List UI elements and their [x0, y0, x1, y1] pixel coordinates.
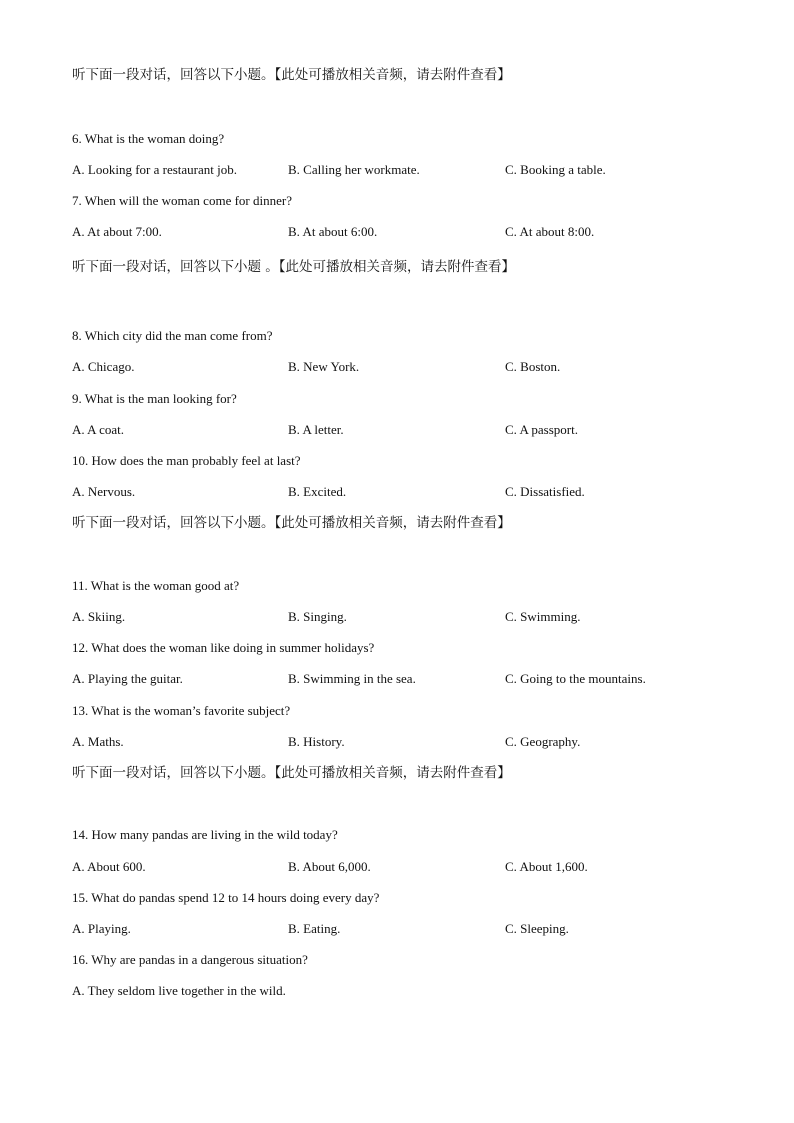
- option-b: B. Eating.: [288, 921, 341, 936]
- question-15: 15. What do pandas spend 12 to 14 hours doing every day?: [72, 890, 380, 905]
- option-b: B. New York.: [288, 359, 360, 374]
- option-c: C. Boston.: [505, 359, 561, 374]
- option-a: A. Looking for a restaurant job.: [72, 162, 237, 177]
- option-a: A. Chicago.: [72, 359, 135, 374]
- section-instruction: 听下面一段对话，回答以下小题。【此处可播放相关音频，请去附件查看】: [72, 67, 511, 83]
- option-a: A. Maths.: [72, 734, 124, 749]
- option-a: A. About 600.: [72, 859, 146, 874]
- option-c: C. Geography.: [505, 734, 581, 749]
- option-b: B. Swimming in the sea.: [288, 671, 416, 686]
- option-c: C. Sleeping.: [505, 921, 569, 936]
- question-14: 14. How many pandas are living in the wild today?: [72, 827, 338, 842]
- question-8: 8. Which city did the man come from?: [72, 328, 273, 343]
- question-7: 7. When will the woman come for dinner?: [72, 193, 292, 208]
- question-9: 9. What is the man looking for?: [72, 391, 237, 406]
- question-10: 10. How does the man probably feel at last?: [72, 453, 301, 468]
- option-b: B. About 6,000.: [288, 859, 371, 874]
- question-11: 11. What is the woman good at?: [72, 578, 240, 593]
- option-b: B. Excited.: [288, 484, 347, 499]
- option-c: C. Going to the mountains.: [505, 671, 646, 686]
- option-b: B. History.: [288, 734, 345, 749]
- option-b: B. A letter.: [288, 422, 344, 437]
- question-6: 6. What is the woman doing?: [72, 131, 225, 146]
- option-b: B. Singing.: [288, 609, 347, 624]
- option-a: A. They seldom live together in the wild.: [72, 983, 286, 998]
- option-a: A. Skiing.: [72, 609, 126, 624]
- option-a: A. Nervous.: [72, 484, 136, 499]
- option-a: A. At about 7:00.: [72, 224, 162, 239]
- option-c: C. A passport.: [505, 422, 578, 437]
- section-instruction: 听下面一段对话，回答以下小题。【此处可播放相关音频，请去附件查看】: [72, 515, 511, 531]
- option-b: B. At about 6:00.: [288, 224, 378, 239]
- question-12: 12. What does the woman like doing in summer holidays?: [72, 640, 375, 655]
- option-a: A. A coat.: [72, 422, 124, 437]
- question-13: 13. What is the woman’s favorite subject?: [72, 703, 291, 718]
- option-a: A. Playing.: [72, 921, 131, 936]
- option-c: C. At about 8:00.: [505, 224, 595, 239]
- option-c: C. Swimming.: [505, 609, 581, 624]
- option-b: B. Calling her workmate.: [288, 162, 420, 177]
- question-16: 16. Why are pandas in a dangerous situation?: [72, 952, 308, 967]
- option-c: C. Booking a table.: [505, 162, 606, 177]
- option-c: C. Dissatisfied.: [505, 484, 585, 499]
- option-c: C. About 1,600.: [505, 859, 588, 874]
- option-a: A. Playing the guitar.: [72, 671, 183, 686]
- section-instruction: 听下面一段对话，回答以下小题。【此处可播放相关音频，请去附件查看】: [72, 765, 511, 781]
- section-instruction: 听下面一段对话，回答以下小题 。【此处可播放相关音频，请去附件查看】: [72, 259, 516, 275]
